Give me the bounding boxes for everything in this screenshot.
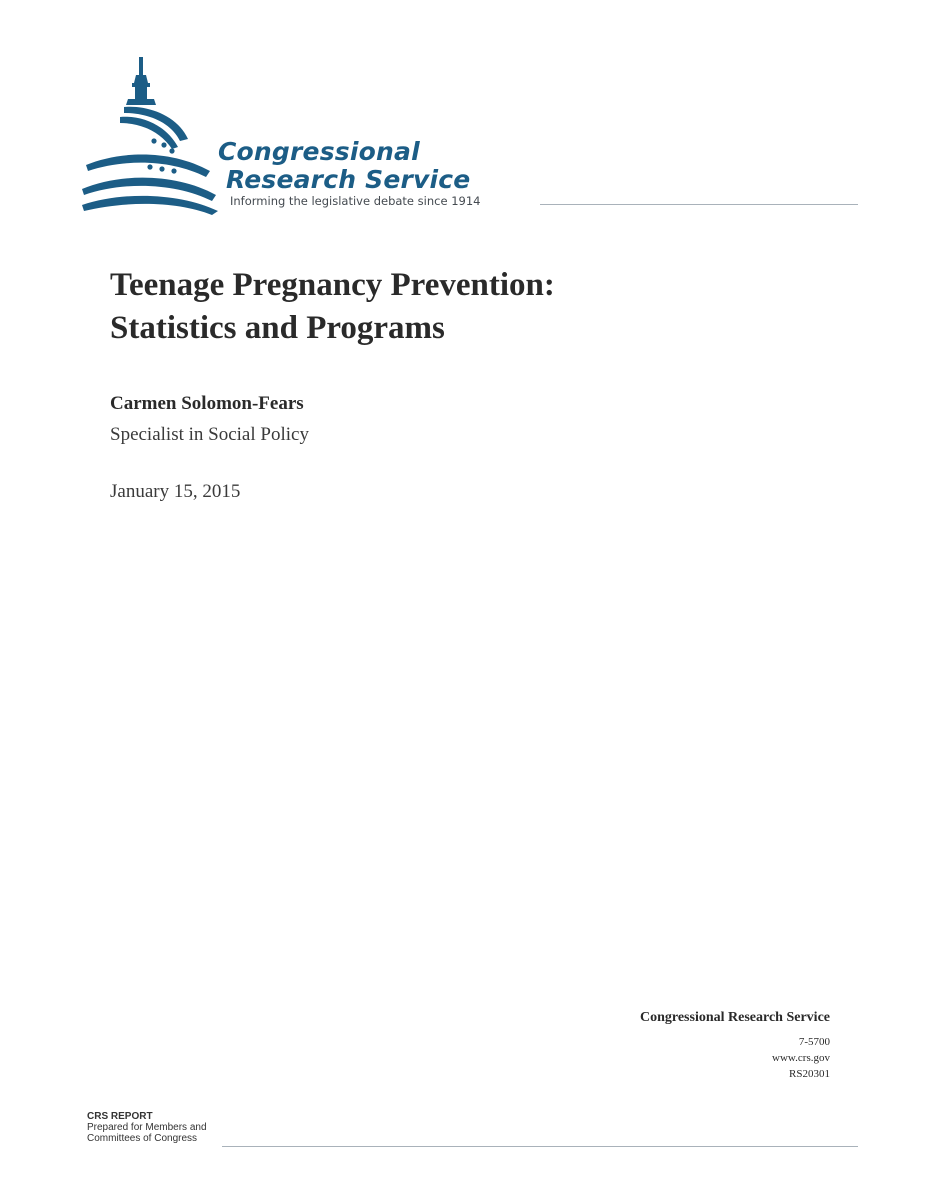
report-title: [110, 264, 555, 350]
header-divider: [540, 204, 858, 205]
footer-divider: [222, 1146, 858, 1147]
capitol-dome-icon: [80, 55, 225, 215]
organization-name: [218, 138, 470, 194]
tagline: Informing the legislative debate since 1914: [230, 194, 481, 208]
crs-info-report-number: RS20301: [789, 1068, 830, 1080]
crs-info-block: [640, 1008, 830, 1082]
crs-info-website: www.crs.gov: [772, 1052, 830, 1064]
author-name: Carmen Solomon-Fears: [110, 393, 304, 414]
crs-info-org: Congressional Research Service: [639, 1010, 830, 1025]
author-title: Specialist in Social Policy: [110, 424, 309, 445]
footer-sub-line1: Prepared for Members and: [87, 1122, 207, 1133]
report-title-line2: Statistics and Programs: [110, 310, 445, 346]
footer-label: [87, 1111, 207, 1144]
footer-sub-line2: Committees of Congress: [87, 1133, 198, 1144]
organization-name-line1: Congressional: [218, 137, 420, 166]
footer-crs-report: CRS REPORT: [87, 1111, 153, 1122]
report-title-line1: Teenage Pregnancy Prevention:: [110, 267, 555, 303]
report-date: January 15, 2015: [110, 481, 241, 502]
organization-name-line2: Research Service: [226, 165, 471, 194]
crs-info-code: 7-5700: [798, 1036, 830, 1048]
